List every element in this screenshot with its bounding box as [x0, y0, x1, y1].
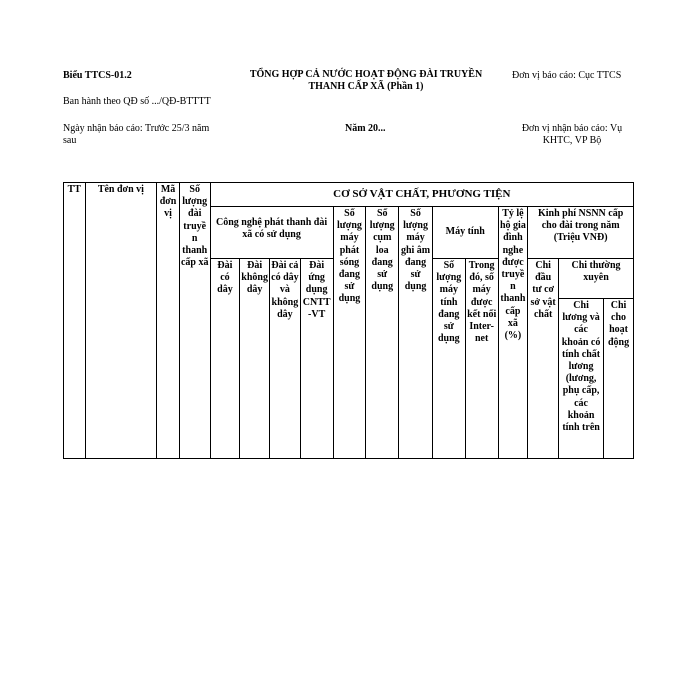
header-household-ratio: Tỷ lệ hộ gia đình nghe được truyền thanh cấp xã (%) — [498, 207, 528, 459]
receiving-unit-line1: Đơn vị nhận báo cáo: Vụ — [521, 123, 623, 134]
header-computers-count: Số lượng máy tính đang sử dụng — [432, 259, 465, 459]
form-code: Biểu TTCS-01.2 — [63, 70, 132, 81]
header-budget-group: Kinh phí NSNN cấp cho đài trong năm (Triệu VNĐ) — [528, 207, 634, 259]
report-table — [63, 182, 634, 459]
receiving-unit-line2: KHTC, VP Bộ — [542, 135, 602, 146]
header-budget-invest: Chi đầu tư cơ sở vật chất — [528, 259, 559, 459]
receive-date — [63, 123, 209, 147]
header-unit-code: Mã đơn vị — [157, 183, 180, 459]
header-regular-group: Chi thường xuyên — [559, 259, 634, 299]
header-unit-name: Tên đơn vị — [85, 183, 157, 459]
report-title-line1: TỔNG HỢP CẢ NƯỚC HOẠT ĐỘNG ĐÀI TRUYỀN — [249, 69, 483, 80]
receive-date-line2: sau — [63, 135, 77, 146]
header-transmitters: Số lượng máy phát sóng đang sử dụng — [333, 207, 366, 459]
header-tech-wireless: Đài không dây — [240, 259, 270, 459]
header-computers-group: Máy tính — [432, 207, 498, 259]
header-tt: TT — [64, 183, 86, 459]
header-tech-ict: Đài ứng dụng CNTT-VT — [300, 259, 333, 459]
header-tech-group: Công nghệ phát thanh đài xã có sử dụng — [210, 207, 333, 259]
header-regular-operations: Chi cho hoạt động — [604, 299, 634, 459]
header-speakers: Số lượng cụm loa đang sử dụng — [366, 207, 399, 459]
receive-date-line1: Ngày nhận báo cáo: Trước 25/3 năm — [63, 123, 210, 134]
report-year: Năm 20... — [345, 123, 386, 134]
report-title-line2: THANH CẤP XÃ (Phần 1) — [308, 81, 424, 92]
header-tech-both: Đài cả có dây và không dây — [270, 259, 301, 459]
header-station-count: Số lượng đài truyền thanh cấp xã — [179, 183, 210, 459]
report-title — [226, 69, 506, 93]
header-tech-wired: Đài có dây — [210, 259, 240, 459]
header-facilities-group: CƠ SỞ VẬT CHẤT, PHƯƠNG TIỆN — [210, 183, 633, 207]
receiving-unit — [510, 123, 634, 147]
issued-by: Ban hành theo QĐ số .../QĐ-BTTTT — [63, 96, 211, 107]
header-computers-internet: Trong đó, số máy được kết nối Inter-net — [465, 259, 498, 459]
header-regular-salary: Chi lương và các khoản có tính chất lương (lương, phụ cấp, các khoản tính trên — [559, 299, 604, 459]
reporting-unit: Đơn vị báo cáo: Cục TTCS — [512, 70, 622, 81]
header-recorders: Số lượng máy ghi âm đang sử dụng — [399, 207, 433, 459]
